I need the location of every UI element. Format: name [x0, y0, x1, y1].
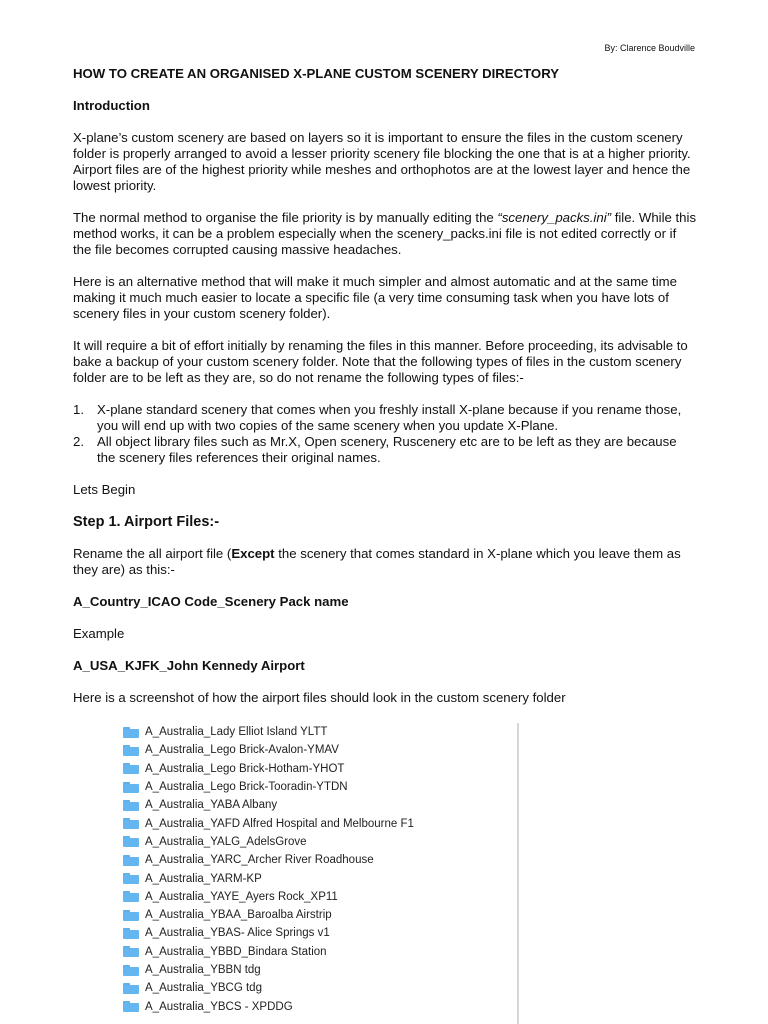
paragraph-layers: X-plane’s custom scenery are based on layers so it is important to ensure the files in the custom scenery folder is properly arranged to avoid a lesser priority scenery file blocking the one that is at a higher priority. Airport files are of the highest priority while meshes and orthophotos are at the lowest layer and hence the lowest priority.: [73, 130, 691, 193]
para2-after: file. While this method works, it can be a problem especially when the scenery_packs.ini file is not edited correctly or if the file becomes corrupted causing massive headaches.: [73, 210, 697, 257]
lets-begin: Lets Begin: [73, 482, 136, 497]
exclusion-list: [73, 402, 698, 466]
folder-icon: [123, 782, 139, 793]
screenshot-caption: Here is a screenshot of how the airport files should look in the custom scenery folder: [73, 690, 566, 705]
folder-icon: [123, 745, 139, 756]
paragraph-rename: [73, 546, 698, 578]
folder-row[interactable]: [97, 997, 517, 1015]
folder-row[interactable]: [97, 814, 517, 832]
list-item: [73, 434, 698, 466]
folder-icon: [123, 946, 139, 957]
folder-name: A_Australia_YALG_AdelsGrove: [145, 835, 307, 848]
folder-name: A_Australia_YARM-KP: [145, 872, 262, 885]
folder-icon: [123, 983, 139, 994]
folder-name: A_Australia_Lady Elliot Island YLTT: [145, 726, 328, 739]
folder-name: A_Australia_Lego Brick-Avalon-YMAV: [145, 744, 339, 757]
folder-name: A_Australia_YBBD_Bindara Station: [145, 945, 327, 958]
byline: By: Clarence Boudville: [604, 43, 695, 53]
folder-name: A_Australia_YBBN tdg: [145, 964, 261, 976]
folder-row[interactable]: [97, 906, 517, 924]
list-text: All object library files such as Mr.X, Open scenery, Ruscenery etc are to be left as they are because the scenery files references their original names.: [97, 434, 677, 465]
paragraph-alternative: Here is an alternative method that will make it much simpler and almost automatic and at the same time making it much much easier to locate a specific file (a very time consuming task when you have lots of scenery files in your custom scenery folder).: [73, 274, 677, 321]
naming-format: A_Country_ICAO Code_Scenery Pack name: [73, 594, 349, 609]
step1-heading: Step 1. Airport Files:-: [73, 514, 220, 530]
folder-name: A_Australia_YBCG tdg: [145, 982, 262, 995]
paragraph-effort: It will require a bit of effort initially by renaming the files in this manner. Before proceeding, its advisable to bake a backup of your custom scenery folder. Note that the following types of files in the custom scenery folder are to be left as they are, so do not rename the following types of files:-: [73, 338, 688, 385]
folder-icon: [123, 855, 139, 866]
folder-row[interactable]: [97, 851, 517, 869]
folder-icon: [123, 873, 139, 884]
folder-name: A_Australia_YARC_Archer River Roadhouse: [145, 854, 374, 867]
document-title: HOW TO CREATE AN ORGANISED X-PLANE CUSTOM SCENERY DIRECTORY: [73, 66, 560, 81]
folder-icon: [123, 800, 139, 811]
folder-icon: [123, 928, 139, 939]
list-number: 1.: [73, 402, 84, 417]
folder-list-screenshot: [97, 723, 519, 1024]
rename-except: Except: [231, 546, 275, 561]
folder-name: A_Australia_YABA Albany: [145, 799, 278, 812]
list-text: X-plane standard scenery that comes when you freshly install X-plane because if you rename those, you will end up with two copies of the same scenery when you update X-Plane.: [97, 402, 682, 433]
folder-row[interactable]: [97, 943, 517, 961]
folder-name: A_Australia_YAFD Alfred Hospital and Melbourne F1: [145, 817, 414, 830]
folder-icon: [123, 965, 139, 976]
rename-before: Rename the all airport file (: [73, 546, 232, 561]
document-body: [73, 66, 698, 722]
folder-row[interactable]: [97, 888, 517, 906]
folder-row[interactable]: [97, 778, 517, 796]
rename-after: the scenery that comes standard in X-plane which you leave them as they are) as this:-: [73, 546, 681, 577]
folder-row[interactable]: [97, 833, 517, 851]
folder-name: A_Australia_YBAS- Alice Springs v1: [145, 927, 330, 940]
folder-icon: [123, 763, 139, 774]
folder-icon: [123, 910, 139, 921]
folder-icon: [123, 727, 139, 738]
folder-name: A_Australia_YBAA_Baroalba Airstrip: [145, 909, 332, 922]
list-item: [73, 402, 698, 434]
list-number: 2.: [73, 434, 84, 449]
paragraph-normal-method: [73, 210, 698, 258]
folder-row[interactable]: [97, 741, 517, 759]
folder-row[interactable]: [97, 924, 517, 942]
scenery-packs-filename: “scenery_packs.ini”: [497, 210, 612, 225]
folder-icon: [123, 891, 139, 902]
folder-row[interactable]: [97, 961, 517, 979]
folder-row[interactable]: [97, 723, 517, 741]
folder-icon: [123, 818, 139, 829]
para2-before: The normal method to organise the file priority is by manually editing the: [73, 210, 498, 225]
example-label: Example: [73, 626, 125, 641]
folder-icon: [123, 1001, 139, 1012]
folder-name: A_Australia_YAYE_Ayers Rock_XP11: [145, 890, 338, 903]
folder-name: A_Australia_YBCS - XPDDG: [145, 1000, 293, 1013]
folder-row[interactable]: [97, 796, 517, 814]
folder-row[interactable]: [97, 979, 517, 997]
folder-name: A_Australia_Lego Brick-Hotham-YHOT: [145, 762, 345, 775]
folder-row[interactable]: [97, 760, 517, 778]
example-name: A_USA_KJFK_John Kennedy Airport: [73, 658, 305, 673]
folder-name: A_Australia_Lego Brick-Tooradin-YTDN: [145, 781, 348, 794]
folder-icon: [123, 836, 139, 847]
introduction-heading: Introduction: [73, 98, 150, 113]
folder-row[interactable]: [97, 869, 517, 887]
